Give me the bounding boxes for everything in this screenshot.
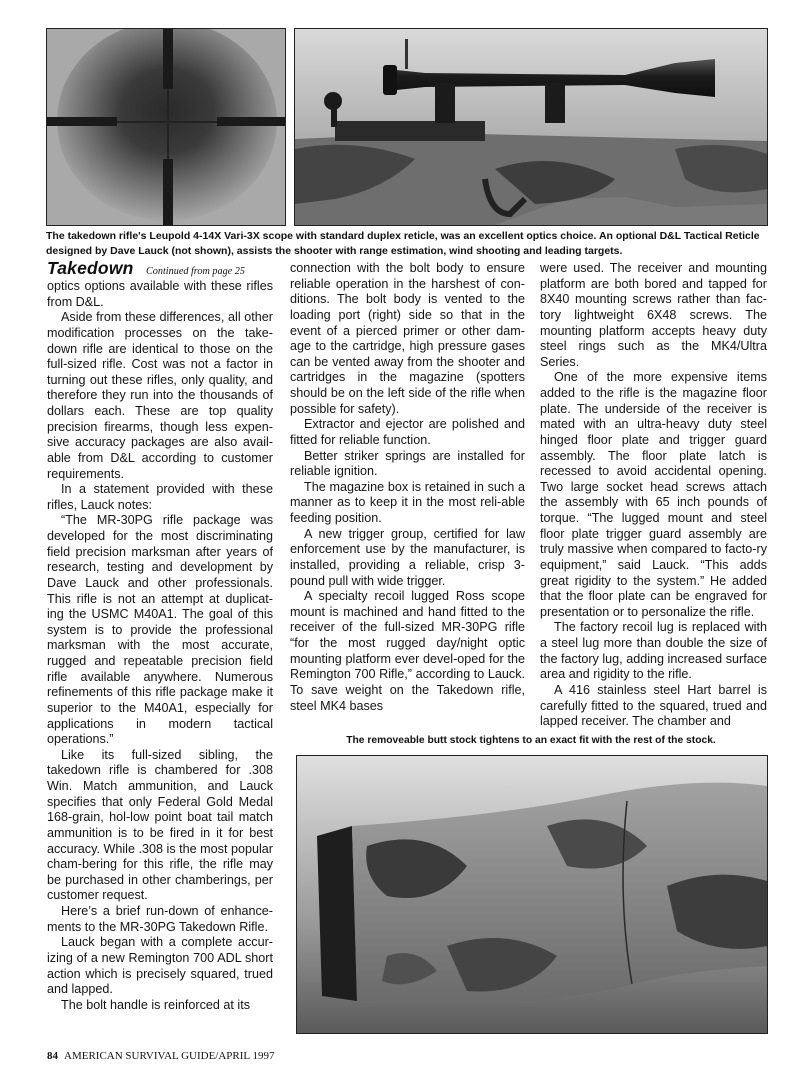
- paragraph: A new trigger group, certified for law enforcement use by the manufacturer, is installed, providing a reliable, crisp 3-pound pull with wide trigger.: [290, 526, 525, 588]
- article-column-2: [290, 261, 525, 714]
- paragraph: connection with the bolt body to ensure reliable operation in the harshest of con-ditions. The bolt body is vented to the loading port (right) side so that in the event of a pierced primer or other dam-age to the cartridge, high pressure gases can be vented away from the shooter and cartridges in the magazine (spotters should be on the left side of the rifle when possible for safety).: [290, 261, 525, 416]
- paragraph: Better striker springs are installed for reliable ignition.: [290, 448, 525, 479]
- paragraph: In a statement provided with these rifles, Lauck notes:: [47, 482, 273, 512]
- publication-line: AMERICAN SURVIVAL GUIDE/APRIL 1997: [64, 1050, 275, 1062]
- stock-photo-caption: The removeable butt stock tightens to an exact fit with the rest of the stock.: [346, 735, 716, 746]
- reticle-photo: [46, 28, 286, 226]
- article-column-3: [540, 261, 767, 730]
- paragraph: The factory recoil lug is replaced with a steel lug more than double the size of the factory lug, adding increased surface area and rigidity to the rifle.: [540, 620, 767, 682]
- paragraph: Like its full-sized sibling, the takedown rifle is chambered for .308 Win. Match ammunition, and Lauck specifies that only Federal Gold Medal 168-grain, hol-low point boat tail match ammunition is to be fired in it for best accuracy. While .308 is the most popular cham-bering for this rifle, the rifle may be purchased in other chamberings, per customer request.: [47, 747, 273, 903]
- paragraph: optics options available with these rifles from D&L.: [47, 279, 273, 309]
- scoped-rifle-photo: [294, 28, 768, 226]
- butt-stock-photo: [296, 755, 768, 1034]
- paragraph: “The MR-30PG rifle package was developed for the most discriminating field precision marksman after years of research, testing and development by Dave Lauck and other professionals. This rifle is not an attempt at duplicat-ing the USMC M40A1. The goal of this system is to provide the professional marksman with the most accurate, rugged and repeatable precision field rifle available anywhere. Numerous refinements of this rifle package make it superior to the M40A1, especially for applications in modern tactical operations.”: [47, 513, 273, 747]
- paragraph: A specialty recoil lugged Ross scope mount is machined and hand fitted to the receiver of the full-sized MR-30PG rifle “for the most rugged day/night optic mounting platform ever devel-oped for the Remington 700 Rifle,” according to Lauck. To save weight on the Takedown rifle, steel MK4 bases: [290, 589, 525, 713]
- paragraph: A 416 stainless steel Hart barrel is carefully fitted to the squared, trued and lapped receiver. The chamber and: [540, 682, 767, 729]
- paragraph: The bolt handle is reinforced at its: [61, 997, 251, 1012]
- article-heading: [47, 258, 279, 279]
- page-footer: [47, 1050, 274, 1062]
- top-photo-caption: The takedown rifle's Leupold 4-14X Vari-3X scope with standard duplex reticle, was an excellent optics choice. An optional D&L Tactical Reticle designed by Dave Lauck (not shown), assists the shooter with range estimation, wind shooting and leading targets.: [46, 230, 760, 257]
- paragraph: Here’s a brief run-down of enhance-ments to the MR-30PG Takedown Rifle.: [47, 904, 273, 934]
- paragraph: The magazine box is retained in such a manner as to keep it in the most reli-able feeding position.: [290, 479, 525, 525]
- article-column-1: [47, 279, 273, 1013]
- paragraph: Lauck began with a complete accur-izing of a new Remington 700 ADL short action which is precisely squared, trued and lapped.: [47, 935, 273, 997]
- paragraph: Aside from these differences, all other modification processes on the take-down rifle are identical to those on the full-sized rifle. Cost was not a factor in turning out these rifles, only quality, and therefore they run into the thousands of dollars each. These are top quality precision firearms, though less expen-sive accuracy packages are also avail-able from D&L according to customer requirements.: [47, 310, 273, 481]
- paragraph: One of the more expensive items added to the rifle is the magazine floor plate. The underside of the receiver is mated with an ultra-heavy duty steel hinged floor plate and trigger guard assembly. The floor plate latch is recessed to avoid accidental opening. Two large socket head screws attach the assembly with 65 inch pounds of torque. “The lugged mount and steel floor plate trigger guard assembly are truly massive when compared to facto-ry equipment,” said Lauck. “This adds great rigidity to the system.” He added that the floor plate can be engraved for presentation or to personalize the rifle.: [540, 370, 767, 619]
- continued-note: Continued from page 25: [145, 266, 245, 277]
- page-number: 84: [47, 1050, 58, 1062]
- paragraph: were used. The receiver and mounting platform are both bored and tapped for 8X40 mounting screws rather than fac-tory lightweight 6X48 screws. The mounting platform accepts heavy duty steel rings such as the MK4/Ultra Series.: [540, 261, 767, 369]
- article-title: Takedown: [47, 258, 134, 278]
- paragraph: Extractor and ejector are polished and fitted for reliable function.: [290, 417, 525, 447]
